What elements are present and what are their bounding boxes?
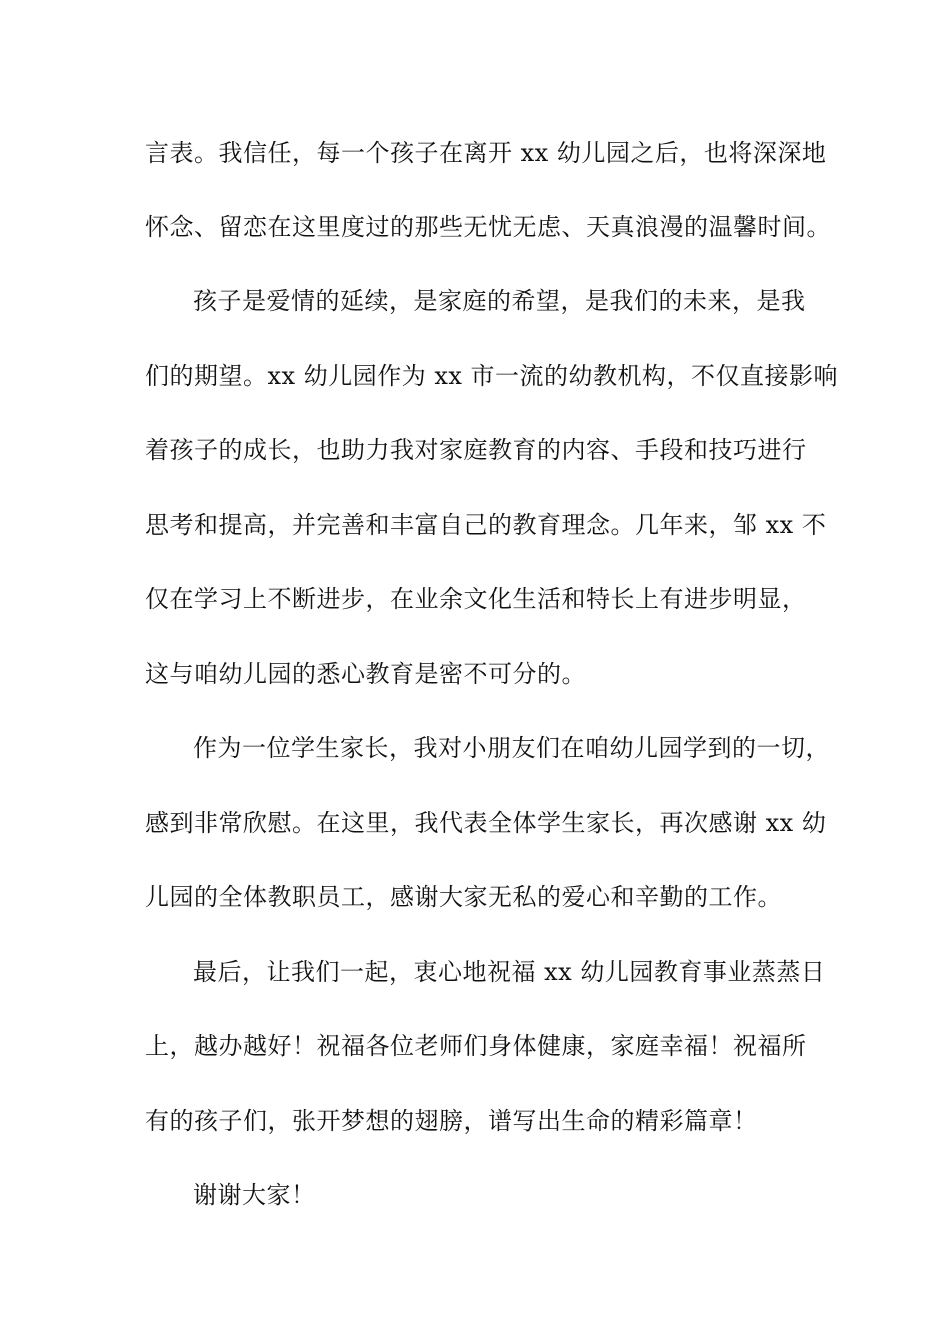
text-line: 仅在学习上不断进步，在业余文化生活和特长上有进步明显， (145, 585, 807, 613)
closing-line: 谢谢大家！ (193, 1181, 316, 1209)
text-line: 怀念、留恋在这里度过的那些无忧无虑、天真浪漫的温馨时间。 (145, 213, 831, 241)
text-line: 上，越办越好！祝福各位老师们身体健康，家庭幸福！祝福所 (145, 1032, 807, 1060)
text-line: 有的孩子们，张开梦想的翅膀，谱写出生命的精彩篇章！ (145, 1107, 758, 1135)
paragraph-start-line: 孩子是爱情的延续，是家庭的希望，是我们的未来，是我 (193, 287, 806, 315)
text-line: 言表。我信任，每一个孩子在离开 xx 幼儿园之后，也将深深地 (145, 139, 827, 167)
text-line: 思考和提高，并完善和丰富自己的教育理念。几年来，邹 xx 不 (145, 511, 827, 539)
text-line: 儿园的全体教职员工，感谢大家无私的爱心和辛勤的工作。 (145, 883, 782, 911)
paragraph-start-line: 作为一位学生家长，我对小朋友们在咱幼儿园学到的一切， (193, 734, 830, 762)
text-line: 们的期望。xx 幼儿园作为 xx 市一流的幼教机构，不仅直接影响 (145, 362, 839, 390)
paragraph-start-line: 最后，让我们一起，衷心地祝福 xx 幼儿园教育事业蒸蒸日 (193, 958, 826, 986)
text-line: 着孩子的成长，也助力我对家庭教育的内容、手段和技巧进行 (145, 436, 807, 464)
text-line: 这与咱幼儿园的悉心教育是密不可分的。 (145, 660, 586, 688)
text-line: 感到非常欣慰。在这里，我代表全体学生家长，再次感谢 xx 幼 (145, 809, 827, 837)
